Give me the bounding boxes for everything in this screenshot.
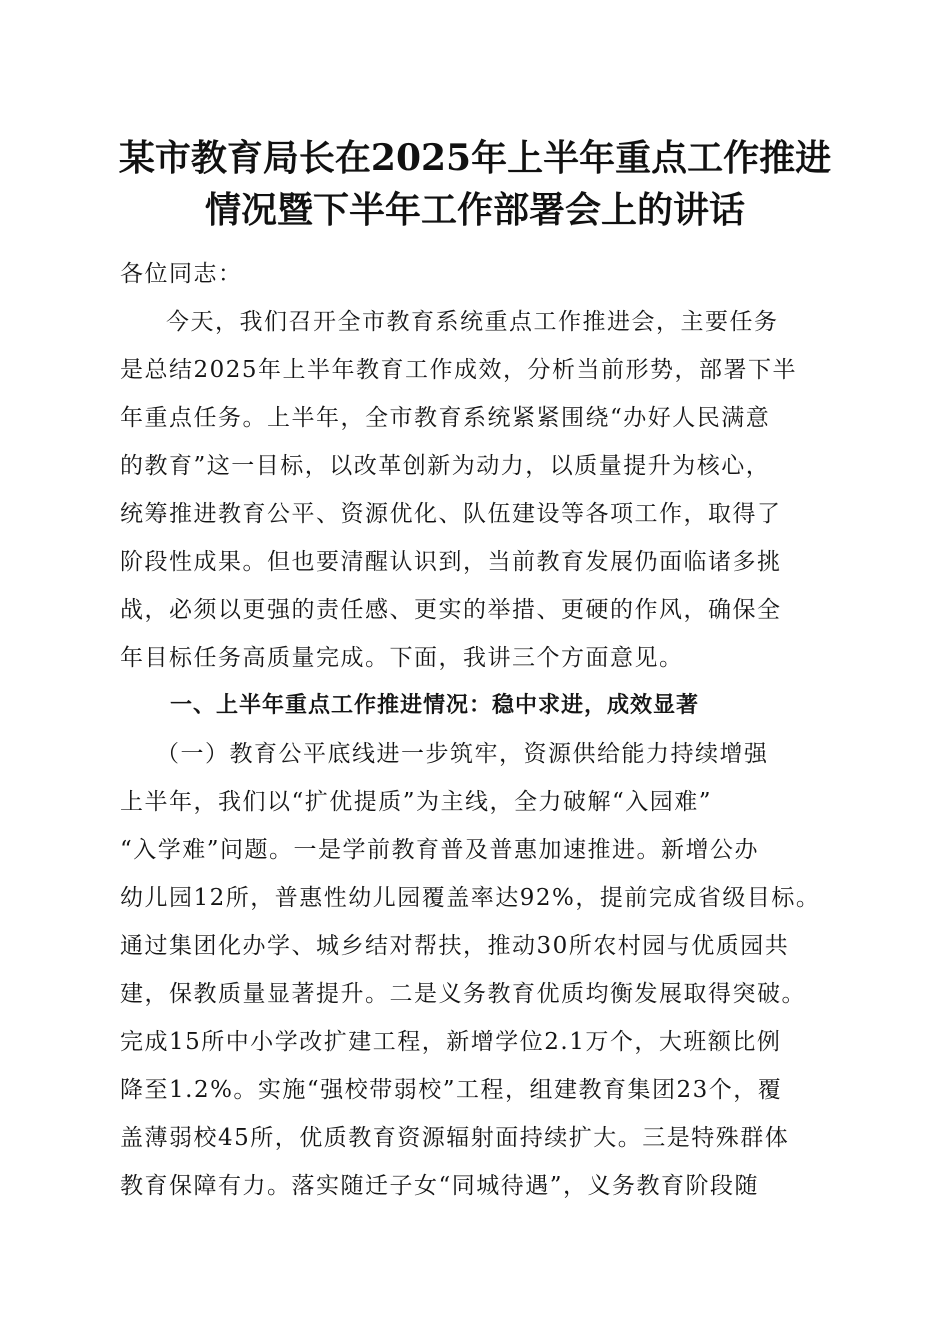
subsection-heading: （一）教育公平底线进一步筑牢，资源供给能力持续增强 [156,741,769,767]
paragraph-line: 阶段性成果。但也要清醒认识到，当前教育发展仍面临诸多挑 [120,549,782,575]
title-line: 情况暨下半年工作部署会上的讲话 [204,189,745,231]
paragraph-line: 年重点任务。上半年，全市教育系统紧紧围绕“办好人民满意 [120,405,771,431]
paragraph-line: “入学难”问题。一是学前教育普及普惠加速推进。新增公办 [120,837,760,863]
document-body [120,250,840,1210]
paragraph-line: 通过集团化办学、城乡结对帮扶，推动30所农村园与优质园共 [120,933,790,959]
paragraph-line: 建，保教质量显著提升。二是义务教育优质均衡发展取得突破。 [120,981,806,1007]
paragraph-line: 战，必须以更强的责任感、更实的举措、更硬的作风，确保全 [120,597,782,623]
paragraph-line: 完成15所中小学改扩建工程，新增学位2.1万个，大班额比例 [120,1029,782,1055]
document-title [80,132,870,236]
paragraph-line: 统筹推进教育公平、资源优化、队伍建设等各项工作，取得了 [120,501,782,527]
paragraph-line: 年目标任务高质量完成。下面，我讲三个方面意见。 [120,645,684,671]
title-line: 某市教育局长在2025年上半年重点工作推进 [118,137,832,179]
paragraph-line: 今天，我们召开全市教育系统重点工作推进会，主要任务 [166,309,779,335]
paragraph-line: 的教育”这一目标，以改革创新为动力，以质量提升为核心， [120,453,771,479]
paragraph-line: 教育保障有力。落实随迁子女“同城待遇”，义务教育阶段随 [120,1173,760,1199]
paragraph-line: 上半年，我们以“扩优提质”为主线，全力破解“入园难” [120,789,713,815]
paragraph-line: 降至1.2%。实施“强校带弱校”工程，组建教育集团23个，覆 [120,1077,783,1103]
salutation: 各位同志： [120,261,243,287]
paragraph-line: 盖薄弱校45所，优质教育资源辐射面持续扩大。三是特殊群体 [120,1125,790,1151]
paragraph-line: 幼儿园12所，普惠性幼儿园覆盖率达92%，提前完成省级目标。 [120,885,821,911]
paragraph-line: 是总结2025年上半年教育工作成效，分析当前形势，部署下半 [120,357,798,383]
section-heading: 一、上半年重点工作推进情况：稳中求进，成效显著 [170,693,700,718]
